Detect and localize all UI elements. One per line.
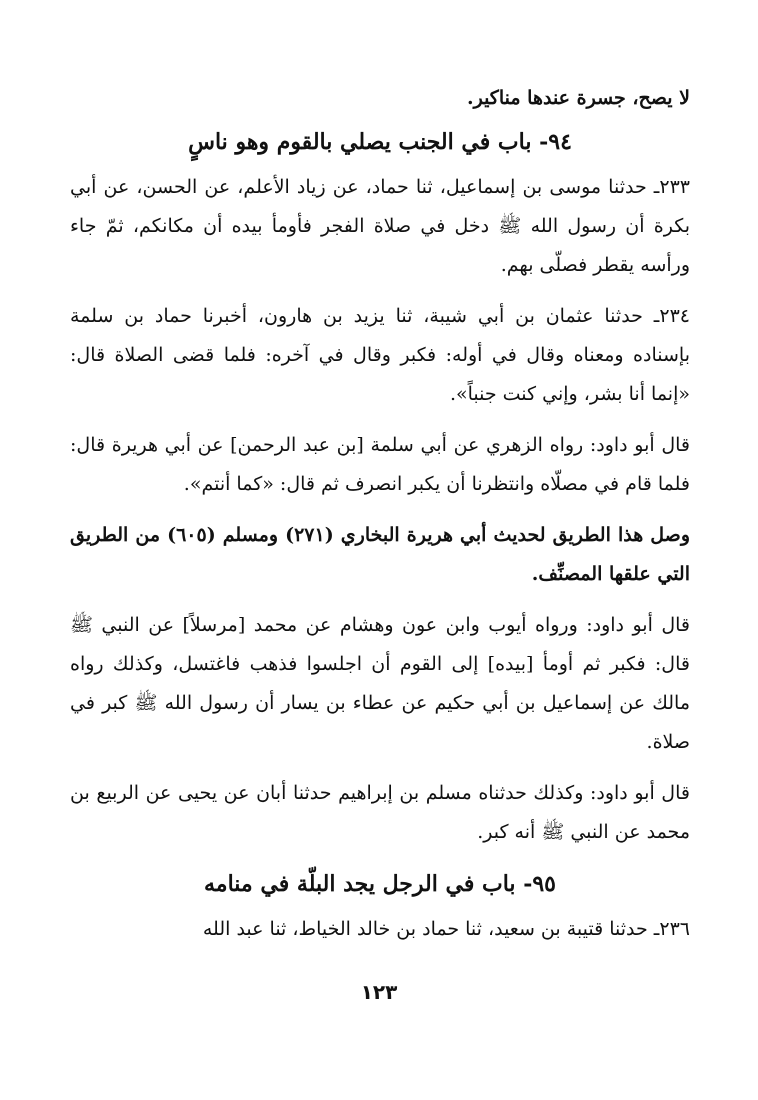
abu-dawud-comment-2: قال أبو داود: ورواه أيوب وابن عون وهشام عن محمد [مرسلاً] عن النبي ﷺ قال: فكبر ثم أومأ [بيده] إلى القوم أن اجلسوا فذهب فاغتسل، وكذلك رواه مالك عن إسماعيل بن أبي حكيم عن عطاء بن يسار أن رسول الله ﷺ كبر في صلاة. [70, 614, 690, 753]
top-line: لا يصح، جسرة عندها مناكير. [466, 87, 690, 109]
page-number: ١٢٣ [360, 980, 398, 1004]
hadith-236: ٢٣٦ـ حدثنا قتيبة بن سعيد، ثنا حماد بن خالد الخياط، ثنا عبد الله [202, 918, 690, 940]
hadith-234: ٢٣٤ـ حدثنا عثمان بن أبي شيبة، ثنا يزيد بن هارون، أخبرنا حماد بن سلمة بإسناده ومعناه وقال في أوله: فكبر وقال في آخره: فلما قضى الصلاة قال: «إنما أنا بشر، وإني كنت جنباً». [70, 305, 690, 405]
hadith-233: ٢٣٣ـ حدثنا موسى بن إسماعيل، ثنا حماد، عن زياد الأعلم، عن الحسن، عن أبي بكرة أن رسول الله ﷺ دخل في صلاة الفجر فأومأ بيده أن مكانكم، ثمّ جاء ورأسه يقطر فصلّى بهم. [70, 176, 690, 276]
abu-dawud-comment-3: قال أبو داود: وكذلك حدثناه مسلم بن إبراهيم حدثنا أبان عن يحيى عن الربيع بن محمد عن النبي ﷺ أنه كبر. [70, 782, 690, 843]
abu-dawud-comment-1: قال أبو داود: رواه الزهري عن أبي سلمة [بن عبد الرحمن] عن أبي هريرة قال: فلما قام في مصلّاه وانتظرنا أن يكبر انصرف ثم قال: «كما أنتم». [70, 434, 690, 495]
chapter-heading-95: ٩٥- باب في الرجل يجد البلّة في منامه [204, 871, 556, 897]
page-body [70, 78, 690, 961]
chapter-heading-94: ٩٤- باب في الجنب يصلي بالقوم وهو ناسٍ [188, 129, 572, 155]
editor-note: وصل هذا الطريق لحديث أبي هريرة البخاري (٢٧١) ومسلم (٦٠٥) من الطريق التي علقها المصنِّف. [70, 524, 690, 585]
